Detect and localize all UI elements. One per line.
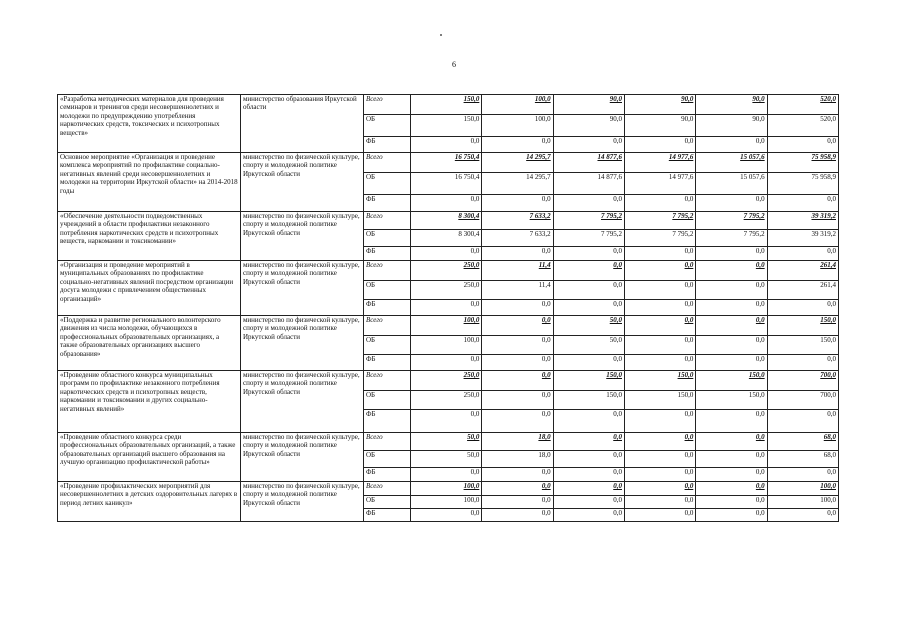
amount-cell: 250,0: [411, 281, 482, 300]
amount-cell: 100,0: [482, 95, 553, 115]
activity-description: «Разработка методических материалов для проведения семинаров и тренингов среди несовершеннолетних и молодежи по предупреждению употребления наркотических средств, токсических и психотропных веществ»: [58, 95, 241, 153]
amount-cell: 7 795,2: [696, 212, 767, 230]
activity-description: Основное мероприятие «Организация и проведение комплекса мероприятий по профилактике социально-негативных явлений среди несовершеннолетних и молодежи на территории Иркутской области» на 2014-2018 годы: [58, 153, 241, 212]
activity-executor: министерство по физической культуре, спорту и молодежной политике Иркутской области: [241, 371, 364, 433]
amount-cell: 0,0: [696, 281, 767, 300]
table-row: [58, 316, 839, 336]
amount-cell: 14 977,6: [624, 153, 695, 173]
amount-cell: 0,0: [553, 451, 624, 468]
amount-cell: 0,0: [482, 410, 553, 433]
amount-cell: 0,0: [553, 195, 624, 212]
amount-cell: 250,0: [411, 391, 482, 410]
funding-source: Всего: [364, 433, 411, 451]
amount-cell: 90,0: [553, 95, 624, 115]
table-row: [58, 212, 839, 230]
amount-cell: 0,0: [767, 509, 838, 522]
amount-cell: 0,0: [696, 355, 767, 371]
amount-cell: 0,0: [624, 137, 695, 153]
amount-cell: 0,0: [553, 482, 624, 496]
funding-source: Всего: [364, 261, 411, 281]
activity-executor: министерство по физической культуре, спорту и молодежной политике Иркутской области: [241, 153, 364, 212]
amount-cell: 16 750,4: [411, 173, 482, 195]
activity-description: «Проведение областного конкурса муниципальных программ по профилактике незаконного потребления наркотических средств и психотропных веществ, наркомании и токсикомании и других социально-негативных явлений»: [58, 371, 241, 433]
amount-cell: 7 795,2: [553, 212, 624, 230]
amount-cell: 0,0: [624, 410, 695, 433]
amount-cell: 0,0: [482, 371, 553, 391]
table-row: [58, 153, 839, 173]
amount-cell: 150,0: [553, 371, 624, 391]
activity-description: «Организация и проведение мероприятий в муниципальных образованиях по профилактике социально-негативных явлений посредством организации досуга молодежи с привлечением общественных организаций»: [58, 261, 241, 316]
amount-cell: 0,0: [696, 195, 767, 212]
amount-cell: 700,0: [767, 371, 838, 391]
amount-cell: 150,0: [624, 371, 695, 391]
amount-cell: 7 633,2: [482, 230, 553, 247]
amount-cell: 50,0: [553, 316, 624, 336]
activity-description: «Проведение областного конкурса среди профессиональных образовательных организаций, а также образовательных организаций высшего образования на лучшую организацию профилактической работы»: [58, 433, 241, 482]
amount-cell: 7 795,2: [696, 230, 767, 247]
funding-source: Всего: [364, 482, 411, 496]
funding-source: Всего: [364, 95, 411, 115]
amount-cell: 0,0: [767, 300, 838, 316]
amount-cell: 0,0: [696, 509, 767, 522]
amount-cell: 250,0: [411, 261, 482, 281]
amount-cell: 100,0: [411, 496, 482, 509]
amount-cell: 100,0: [411, 316, 482, 336]
amount-cell: 15 057,6: [696, 153, 767, 173]
amount-cell: 16 750,4: [411, 153, 482, 173]
amount-cell: 68,0: [767, 433, 838, 451]
funding-source: ОБ: [364, 336, 411, 355]
amount-cell: 8 300,4: [411, 212, 482, 230]
amount-cell: 0,0: [553, 468, 624, 482]
amount-cell: 90,0: [696, 95, 767, 115]
amount-cell: 50,0: [411, 451, 482, 468]
amount-cell: 100,0: [482, 115, 553, 137]
amount-cell: 0,0: [553, 410, 624, 433]
funding-source: ФБ: [364, 355, 411, 371]
funding-source: ОБ: [364, 391, 411, 410]
amount-cell: 0,0: [696, 451, 767, 468]
amount-cell: 0,0: [624, 509, 695, 522]
amount-cell: 11,4: [482, 281, 553, 300]
amount-cell: 0,0: [411, 300, 482, 316]
funding-source: ОБ: [364, 281, 411, 300]
amount-cell: 90,0: [553, 115, 624, 137]
amount-cell: 0,0: [482, 391, 553, 410]
amount-cell: 8 300,4: [411, 230, 482, 247]
amount-cell: 0,0: [553, 247, 624, 261]
amount-cell: 0,0: [411, 247, 482, 261]
amount-cell: 0,0: [553, 355, 624, 371]
funding-source: ФБ: [364, 509, 411, 522]
amount-cell: 15 057,6: [696, 173, 767, 195]
activity-executor: министерство по физической культуре, спорту и молодежной политике Иркутской области: [241, 433, 364, 482]
activity-executor: министерство по физической культуре, спорту и молодежной политике Иркутской области: [241, 261, 364, 316]
amount-cell: 261,4: [767, 281, 838, 300]
amount-cell: 0,0: [411, 355, 482, 371]
amount-cell: 0,0: [411, 468, 482, 482]
funding-source: ОБ: [364, 230, 411, 247]
page-number: 6: [452, 60, 456, 69]
amount-cell: 0,0: [696, 300, 767, 316]
table-row: [58, 482, 839, 496]
amount-cell: 0,0: [482, 137, 553, 153]
amount-cell: 0,0: [482, 355, 553, 371]
funding-source: ФБ: [364, 300, 411, 316]
amount-cell: 150,0: [624, 391, 695, 410]
amount-cell: 0,0: [482, 496, 553, 509]
amount-cell: 150,0: [411, 115, 482, 137]
amount-cell: 0,0: [624, 482, 695, 496]
amount-cell: 100,0: [411, 482, 482, 496]
funding-source: Всего: [364, 316, 411, 336]
amount-cell: 0,0: [482, 468, 553, 482]
amount-cell: 18,0: [482, 451, 553, 468]
amount-cell: 0,0: [411, 410, 482, 433]
amount-cell: 0,0: [553, 300, 624, 316]
amount-cell: 0,0: [553, 137, 624, 153]
activity-executor: министерство по физической культуре, спорту и молодежной политике Иркутской области: [241, 316, 364, 371]
amount-cell: 0,0: [767, 468, 838, 482]
amount-cell: 0,0: [482, 336, 553, 355]
amount-cell: 150,0: [696, 391, 767, 410]
amount-cell: 150,0: [553, 391, 624, 410]
amount-cell: 0,0: [624, 433, 695, 451]
amount-cell: 520,0: [767, 115, 838, 137]
amount-cell: 150,0: [411, 95, 482, 115]
amount-cell: 39 319,2: [767, 230, 838, 247]
amount-cell: 0,0: [767, 137, 838, 153]
activity-description: «Проведение профилактических мероприятий для несовершеннолетних в детских оздоровительных лагерях в период летних каникул»: [58, 482, 241, 522]
program-table-body: [58, 95, 839, 522]
amount-cell: 7 795,2: [624, 212, 695, 230]
funding-source: ОБ: [364, 173, 411, 195]
amount-cell: 90,0: [624, 95, 695, 115]
table-row: [58, 95, 839, 115]
amount-cell: 7 633,2: [482, 212, 553, 230]
amount-cell: 0,0: [624, 281, 695, 300]
amount-cell: 100,0: [411, 336, 482, 355]
amount-cell: 68,0: [767, 451, 838, 468]
funding-source: ФБ: [364, 247, 411, 261]
amount-cell: 0,0: [624, 451, 695, 468]
amount-cell: 0,0: [482, 195, 553, 212]
amount-cell: 50,0: [553, 336, 624, 355]
amount-cell: 0,0: [696, 482, 767, 496]
amount-cell: 261,4: [767, 261, 838, 281]
funding-source: Всего: [364, 371, 411, 391]
amount-cell: 0,0: [696, 496, 767, 509]
funding-source: ФБ: [364, 195, 411, 212]
amount-cell: 0,0: [767, 410, 838, 433]
amount-cell: 0,0: [482, 509, 553, 522]
amount-cell: 0,0: [624, 300, 695, 316]
amount-cell: 150,0: [767, 316, 838, 336]
funding-source: Всего: [364, 153, 411, 173]
amount-cell: 0,0: [624, 247, 695, 261]
amount-cell: 0,0: [624, 355, 695, 371]
amount-cell: 0,0: [482, 482, 553, 496]
amount-cell: 0,0: [411, 137, 482, 153]
amount-cell: 100,0: [767, 482, 838, 496]
amount-cell: 0,0: [482, 316, 553, 336]
activity-executor: министерство образования Иркутской области: [241, 95, 364, 153]
funding-source: ОБ: [364, 451, 411, 468]
amount-cell: 90,0: [696, 115, 767, 137]
funding-source: ОБ: [364, 496, 411, 509]
amount-cell: 14 977,6: [624, 173, 695, 195]
activity-description: «Обеспечение деятельности подведомственных учреждений в области профилактики незаконного потребления наркотических средств и психотропных веществ, наркомании и токсикомании»: [58, 212, 241, 261]
amount-cell: 50,0: [411, 433, 482, 451]
table-row: [58, 371, 839, 391]
amount-cell: 0,0: [482, 247, 553, 261]
amount-cell: 250,0: [411, 371, 482, 391]
amount-cell: 7 795,2: [553, 230, 624, 247]
program-table: [57, 94, 839, 522]
amount-cell: 0,0: [624, 195, 695, 212]
amount-cell: 0,0: [482, 300, 553, 316]
table-row: [58, 261, 839, 281]
amount-cell: 39 319,2: [767, 212, 838, 230]
amount-cell: 75 958,9: [767, 173, 838, 195]
amount-cell: 14 295,7: [482, 173, 553, 195]
activity-executor: министерство по физической культуре, спорту и молодежной политике Иркутской области: [241, 212, 364, 261]
funding-source: ФБ: [364, 410, 411, 433]
amount-cell: 0,0: [624, 261, 695, 281]
amount-cell: 0,0: [767, 355, 838, 371]
amount-cell: 0,0: [696, 261, 767, 281]
amount-cell: 0,0: [411, 195, 482, 212]
amount-cell: 75 958,9: [767, 153, 838, 173]
funding-source: ОБ: [364, 115, 411, 137]
amount-cell: 150,0: [767, 336, 838, 355]
amount-cell: 0,0: [696, 137, 767, 153]
amount-cell: 0,0: [696, 247, 767, 261]
amount-cell: 0,0: [624, 336, 695, 355]
amount-cell: 0,0: [624, 496, 695, 509]
amount-cell: 0,0: [767, 247, 838, 261]
amount-cell: 11,4: [482, 261, 553, 281]
amount-cell: 0,0: [696, 468, 767, 482]
activity-executor: министерство по физической культуре, спорту и молодежной политике Иркутской области: [241, 482, 364, 522]
amount-cell: 18,0: [482, 433, 553, 451]
funding-source: ФБ: [364, 468, 411, 482]
amount-cell: 0,0: [696, 433, 767, 451]
amount-cell: 14 295,7: [482, 153, 553, 173]
scan-speck: [440, 34, 442, 36]
amount-cell: 0,0: [553, 261, 624, 281]
activity-description: «Поддержка и развитие регионального волонтерского движения из числа молодежи, обучающихся в профессиональных образовательных организациях, а также образовательных организациях высшего образования»: [58, 316, 241, 371]
amount-cell: 0,0: [696, 316, 767, 336]
amount-cell: 100,0: [767, 496, 838, 509]
funding-source: Всего: [364, 212, 411, 230]
amount-cell: 90,0: [624, 115, 695, 137]
amount-cell: 0,0: [624, 468, 695, 482]
amount-cell: 520,0: [767, 95, 838, 115]
amount-cell: 14 877,6: [553, 173, 624, 195]
funding-source: ФБ: [364, 137, 411, 153]
table-row: [58, 433, 839, 451]
amount-cell: 0,0: [553, 509, 624, 522]
amount-cell: 0,0: [411, 509, 482, 522]
amount-cell: 0,0: [553, 496, 624, 509]
amount-cell: 0,0: [553, 433, 624, 451]
amount-cell: 0,0: [553, 281, 624, 300]
amount-cell: 7 795,2: [624, 230, 695, 247]
amount-cell: 150,0: [696, 371, 767, 391]
amount-cell: 14 877,6: [553, 153, 624, 173]
amount-cell: 0,0: [624, 316, 695, 336]
amount-cell: 0,0: [696, 410, 767, 433]
amount-cell: 0,0: [767, 195, 838, 212]
amount-cell: 0,0: [696, 336, 767, 355]
amount-cell: 700,0: [767, 391, 838, 410]
